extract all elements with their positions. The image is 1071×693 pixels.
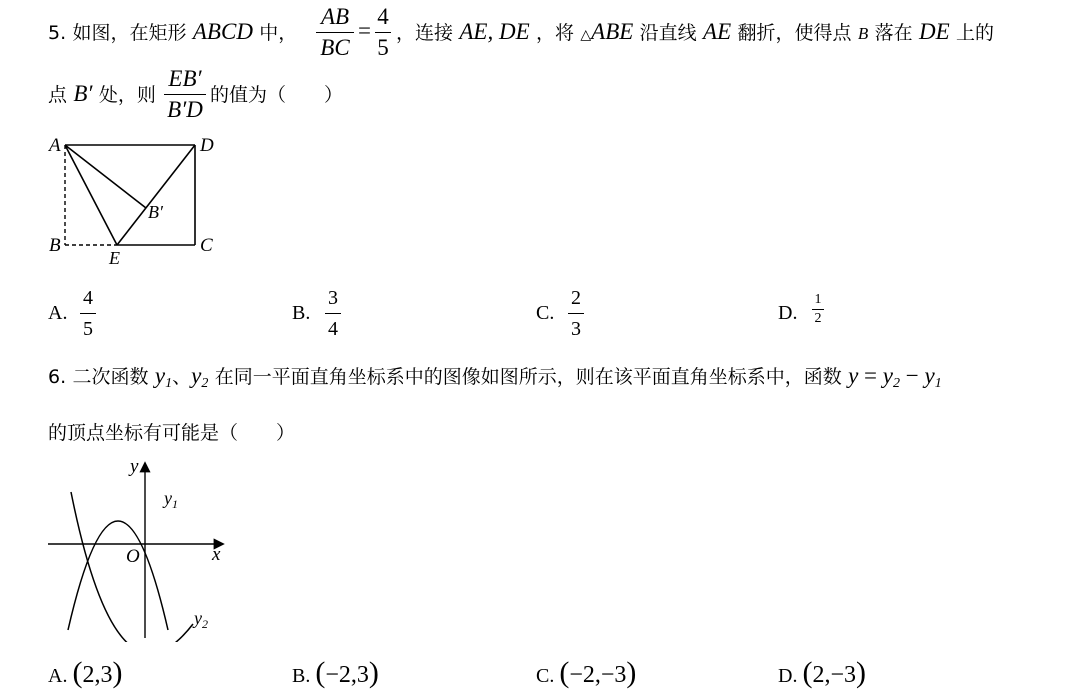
q5-ask-denominator: B′D — [167, 97, 203, 122]
q6-separator: 、 — [172, 366, 192, 388]
q5-option-d-num: 1 — [814, 292, 822, 307]
q6-option-a-text: 2,3 — [82, 662, 113, 688]
q6-option-c[interactable]: C. (−2,−3) — [536, 656, 637, 689]
q5-value-fraction — [375, 4, 391, 61]
q5-text-4: ，将 — [536, 22, 575, 44]
label-x-axis: x — [212, 544, 221, 565]
q5-text-9: 点 — [48, 84, 68, 106]
q5-value-denominator: 5 — [377, 35, 389, 60]
q6-text-3: 的顶点坐标有可能是（ ） — [48, 422, 296, 444]
q5-text-5: 沿直线 — [639, 22, 697, 44]
label-b: B — [49, 235, 61, 256]
q6-option-b-text: −2,3 — [325, 662, 369, 688]
label-c: C — [200, 235, 213, 256]
q5-option-a[interactable] — [80, 285, 96, 342]
q5-value-numerator: 4 — [377, 4, 389, 29]
q5-text-6: 翻折，使得点 — [737, 22, 852, 44]
q6-text-2: 在同一平面直角坐标系中的图像如图所示，则在该平面直角坐标系中，函数 — [214, 366, 842, 388]
label-d: D — [200, 135, 214, 156]
q5-option-c-den: 3 — [571, 318, 581, 340]
q6-line-1 — [48, 362, 942, 392]
q5-rectangle-figure — [40, 130, 230, 270]
q5-option-a-letter: A. — [48, 302, 68, 324]
q5-ratio-fraction — [316, 4, 354, 61]
q5-text-1: 如图，在矩形 — [72, 22, 187, 44]
q5-text-11: 的值为（ ） — [210, 84, 344, 106]
q5-ratio-numerator: AB — [320, 4, 350, 29]
q6-option-d-text: 2,−3 — [812, 662, 856, 688]
q5-option-d[interactable] — [812, 292, 824, 327]
label-e: E — [109, 248, 120, 268]
q5-option-a-den: 5 — [83, 318, 93, 340]
q5-ratio-denominator: BC — [320, 35, 350, 60]
q5-ask-numerator: EB′ — [168, 66, 202, 91]
q5-line-1 — [48, 18, 297, 45]
q5-line-1b — [396, 18, 994, 45]
q5-option-b[interactable] — [325, 285, 341, 342]
q5-option-c[interactable] — [568, 285, 584, 342]
q5-equals: = — [358, 18, 371, 43]
q5-option-d-letter: D. — [778, 302, 798, 324]
label-a: A — [49, 135, 61, 156]
label-y-axis: y — [130, 456, 139, 477]
parabola-y1 — [68, 521, 168, 630]
q6-option-d-letter: D. — [778, 665, 798, 687]
q6-y1: $y_1$ — [154, 363, 173, 391]
q5-line-de: DE — [919, 19, 950, 44]
q5-point-bprime: B′ — [73, 81, 93, 106]
q6-option-c-letter: C. — [536, 665, 555, 687]
q6-expression: $y = y_2 - y_1$ — [848, 363, 942, 391]
q5-number: 5. — [48, 22, 67, 44]
q6-y2: $y_2$ — [191, 363, 209, 391]
parabola-y2 — [71, 492, 193, 642]
label-origin: O — [126, 546, 140, 567]
q5-text-2: 中， — [259, 22, 298, 44]
q5-triangle-name: ABE — [591, 19, 634, 44]
label-bprime: B′ — [148, 202, 163, 222]
q6-option-b[interactable]: B. (−2,3) — [292, 656, 379, 689]
q5-rect-name: ABCD — [192, 19, 253, 44]
segment-ae — [65, 145, 117, 245]
q5-option-a-num: 4 — [83, 287, 93, 309]
q6-option-a-letter: A. — [48, 665, 68, 687]
q5-line-2 — [48, 80, 156, 107]
q5-text-7: 落在 — [874, 22, 913, 44]
q5-ask-fraction — [164, 66, 206, 123]
q6-graph-figure — [40, 452, 240, 642]
segment-abprime — [65, 145, 146, 208]
q5-option-c-num: 2 — [571, 287, 581, 309]
q5-text-3: ，连接 — [396, 22, 454, 44]
q6-text-1: 二次函数 — [72, 366, 149, 388]
q5-option-c-letter: C. — [536, 302, 555, 324]
q5-line-ae: AE — [703, 19, 732, 44]
q5-option-b-letter: B. — [292, 302, 311, 324]
label-y1: $y_1$ — [164, 488, 178, 511]
q5-option-b-den: 4 — [328, 318, 338, 340]
q6-option-a[interactable]: A. (2,3) — [48, 656, 123, 689]
q6-option-b-letter: B. — [292, 665, 311, 687]
q6-option-d[interactable]: D. (2,−3) — [778, 656, 866, 689]
q5-point-b: B — [857, 24, 869, 43]
q6-option-c-text: −2,−3 — [569, 662, 627, 688]
q5-option-d-den: 2 — [814, 311, 822, 326]
triangle-symbol: △ — [580, 27, 592, 43]
label-y2: $y_2$ — [194, 608, 208, 631]
q5-text-10: 处，则 — [98, 84, 156, 106]
q6-number: 6. — [48, 366, 67, 388]
q5-text-8: 上的 — [956, 22, 995, 44]
q5-lines: AE, DE — [459, 19, 530, 44]
q5-option-b-num: 3 — [328, 287, 338, 309]
